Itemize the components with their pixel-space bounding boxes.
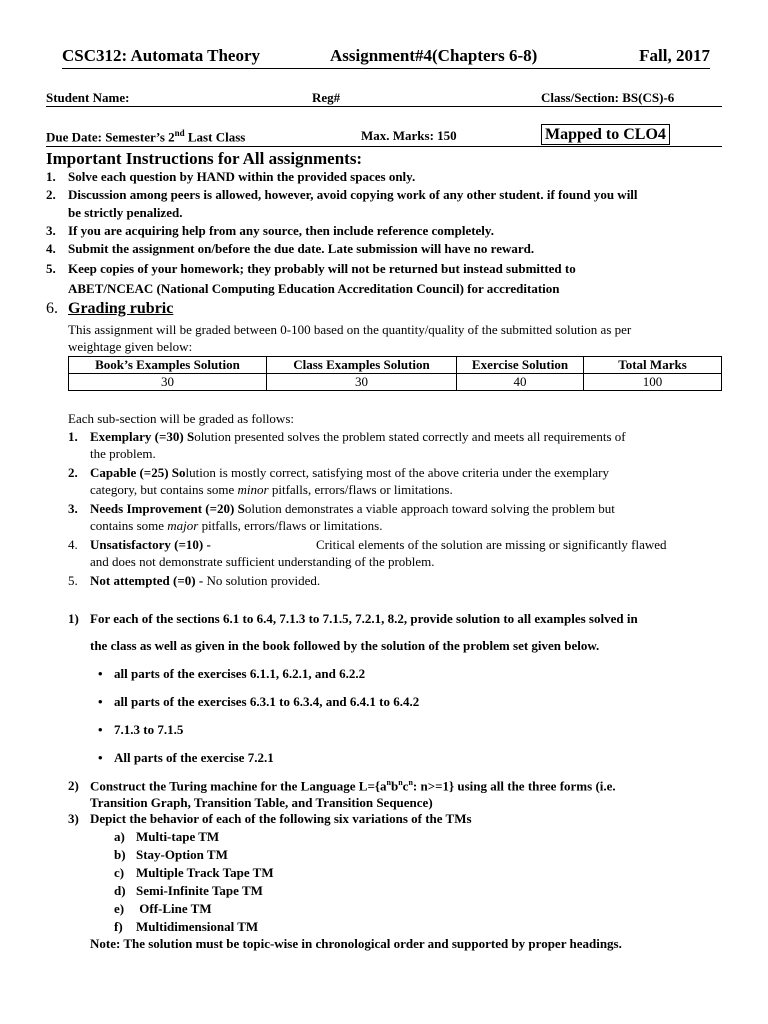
question-2-text-cont: Transition Graph, Transition Table, and Transition Sequence) <box>90 795 433 810</box>
question-1-text-cont: the class as well as given in the book followed by the solution of the problem set given below. <box>90 638 600 653</box>
table-cell: 30 <box>267 374 457 391</box>
question-3-number: 3) <box>68 811 79 826</box>
rubric-intro: This assignment will be graded between 0-100 based on the quantity/quality of the submitted solution as per weightage given below: <box>68 322 632 354</box>
term: Fall, 2017 <box>639 46 710 65</box>
list-item: 4. Submit the assignment on/before the due date. Late submission will have no reward. <box>46 241 535 256</box>
question-1-text: For each of the sections 6.1 to 6.4, 7.1.3 to 7.1.5, 7.2.1, 8.2, provide solution to all examples solved in <box>90 611 638 626</box>
question-1-number: 1) <box>68 611 79 626</box>
document-page: CSC312: Automata Theory Assignment#4(Chapters 6-8) Fall, 2017 Student Name: Reg# Class/Section: BS(CS)-6 Due Date: Semester’s 2nd Last Class Max. Marks: 150 Mapped to CLO4 Important Instructions for All assignments: 1. Solve each question by HAND within the provided spaces only. 2. Discussion among peers is allowed, however, avoid copying work of any other student. if found you will be strictly penalized. 3. If you are acquiring help from any source, then include reference completely. 4. Submit the assignment on/before the due date. Late submission will have no reward. 5. Keep copies of your homework; they probably will not be returned but instead submitted to ABET/NCEAC (National Computing Education Accreditation Council) for accreditation 6. Grading rubric This assignment will be graded between 0-100 based on the quantity/quality of the submitted solution as per weightage given below: Book’s Examples Solution Class Examples Solution Exercise Solution Total Marks 30 30 40 100 Each sub-section will be graded as follows: 1. Exemplary (=30) Solution presented solves the problem stated correctly and meets all requirements of the problem. 2. Capable (=25) Solution is mostly correct, satisfying most of the above criteria under the exemplary category, but contains some minor pitfalls, errors/flaws or limitations. 3. Needs Improvement (=20) Solution demonstrates a viable approach toward solving the problem but contains some major pitfalls, errors/flaws or limitations. 4. Unsatisfactory (=10) - Critical elements of the solution are missing or significantly flawed and does not demonstrate sufficient understanding of the problem. 5. Not attempted (=0) - No solution provided. 1) For each of the sections 6.1 to 6.4, 7.1.3 to 7.1.5, 7.2.1, 8.2, provide solution to all examples solved in the class as well as given in the book followed by the solution of the problem set given below. • all parts of the exercises 6.1.1, 6.2.1, and 6.2.2 • all parts of the exercises 6.3.1 to 6.3.4, and 6.4.1 to 6.4.2 • 7.1.3 to 7.1.5 • All parts of the exercise 7.2.1 2) Construct the Turing machine for the Language $L=\{a^nb^nc^n$: n>=1} using all the three forms (i.e. Transition Graph, Transition Table, and Transition Sequence) 3) Depict the behavior of each of the following six variations of the TMs a) Multi-tape TM b) Stay-Option TM c) Multiple Track Tape TM d) Semi-Infinite Tape TM e) Off-Line TM f) Multidimensional TM Note: The solution must be topic-wise in chronological order and supported by proper headings. <box>0 0 768 1024</box>
clo-badge: Mapped to CLO4 <box>541 124 670 145</box>
grading-table <box>68 356 722 391</box>
list-item: • All parts of the exercise 7.2.1 <box>114 750 274 766</box>
class-section-label: Class/Section: BS(CS)-6 <box>541 90 675 105</box>
list-item: • 7.1.3 to 7.1.5 <box>114 722 183 738</box>
table-cell: 30 <box>69 374 267 391</box>
assignment-title: Assignment#4(Chapters 6-8) <box>330 46 538 65</box>
student-info-row <box>46 90 722 107</box>
note: Note: The solution must be topic-wise in chronological order and supported by proper headings. <box>90 936 622 951</box>
table-header: Book’s Examples Solution <box>69 357 267 374</box>
question-3-text: Depict the behavior of each of the following six variations of the TMs <box>90 811 472 826</box>
list-item: 5. Not attempted (=0) - No solution provided. <box>68 573 321 588</box>
list-item: 2. Discussion among peers is allowed, however, avoid copying work of any other student. if found you will be strictly penalized. <box>46 187 638 220</box>
list-item: 3. Needs Improvement (=20) Solution demonstrates a viable approach toward solving the problem but contains some major pitfalls, errors/flaws or limitations. <box>68 501 615 533</box>
instructions-list <box>46 168 726 300</box>
list-item: 2. Capable (=25) Solution is mostly correct, satisfying most of the above criteria under the exemplary category, but contains some minor pitfalls, errors/flaws or limitations. <box>68 465 609 497</box>
list-item: • all parts of the exercises 6.3.1 to 6.3.4, and 6.4.1 to 6.4.2 <box>114 694 419 710</box>
table-header: Exercise Solution <box>457 357 584 374</box>
table-row <box>69 374 722 391</box>
reg-label: Reg# <box>312 90 341 105</box>
graded-as-text: Each sub-section will be graded as follows: <box>68 411 294 426</box>
max-marks: Max. Marks: 150 <box>361 128 457 143</box>
instructions-title: Important Instructions for All assignments: <box>46 149 363 168</box>
table-header: Class Examples Solution <box>267 357 457 374</box>
rubric-heading: 6. Grading rubric <box>46 300 174 317</box>
list-item: • all parts of the exercises 6.1.1, 6.2.1, and 6.2.2 <box>114 666 365 682</box>
due-date: Due Date: Semester’s 2nd Last Class <box>46 128 246 145</box>
list-item: 1. Solve each question by HAND within the provided spaces only. <box>46 169 416 184</box>
table-cell: 40 <box>457 374 584 391</box>
list-item: 1. Exemplary (=30) Solution presented solves the problem stated correctly and meets all requirements of the problem. <box>68 429 626 461</box>
question-2-text: Construct the Turing machine for the Language $L=\{a^nb^nc^n$: n>=1} using all the three forms (i.e. <box>90 778 616 794</box>
table-cell: 100 <box>584 374 722 391</box>
course-header <box>62 46 710 69</box>
list-item: 3. If you are acquiring help from any source, then include reference completely. <box>46 223 494 238</box>
table-header-row <box>69 357 722 374</box>
course-title: CSC312: Automata Theory <box>62 46 261 65</box>
student-name-label: Student Name: <box>46 90 130 105</box>
list-item: 4. Unsatisfactory (=10) - Critical elements of the solution are missing or significantly flawed and does not demonstrate sufficient understanding of the problem. <box>68 537 667 569</box>
table-header: Total Marks <box>584 357 722 374</box>
question-2-number: 2) <box>68 778 79 793</box>
rubric-levels <box>68 428 728 589</box>
list-item: 5. Keep copies of your homework; they probably will not be returned but instead submitted to ABET/NCEAC (National Computing Education Accreditation Council) for accreditation <box>46 261 576 296</box>
